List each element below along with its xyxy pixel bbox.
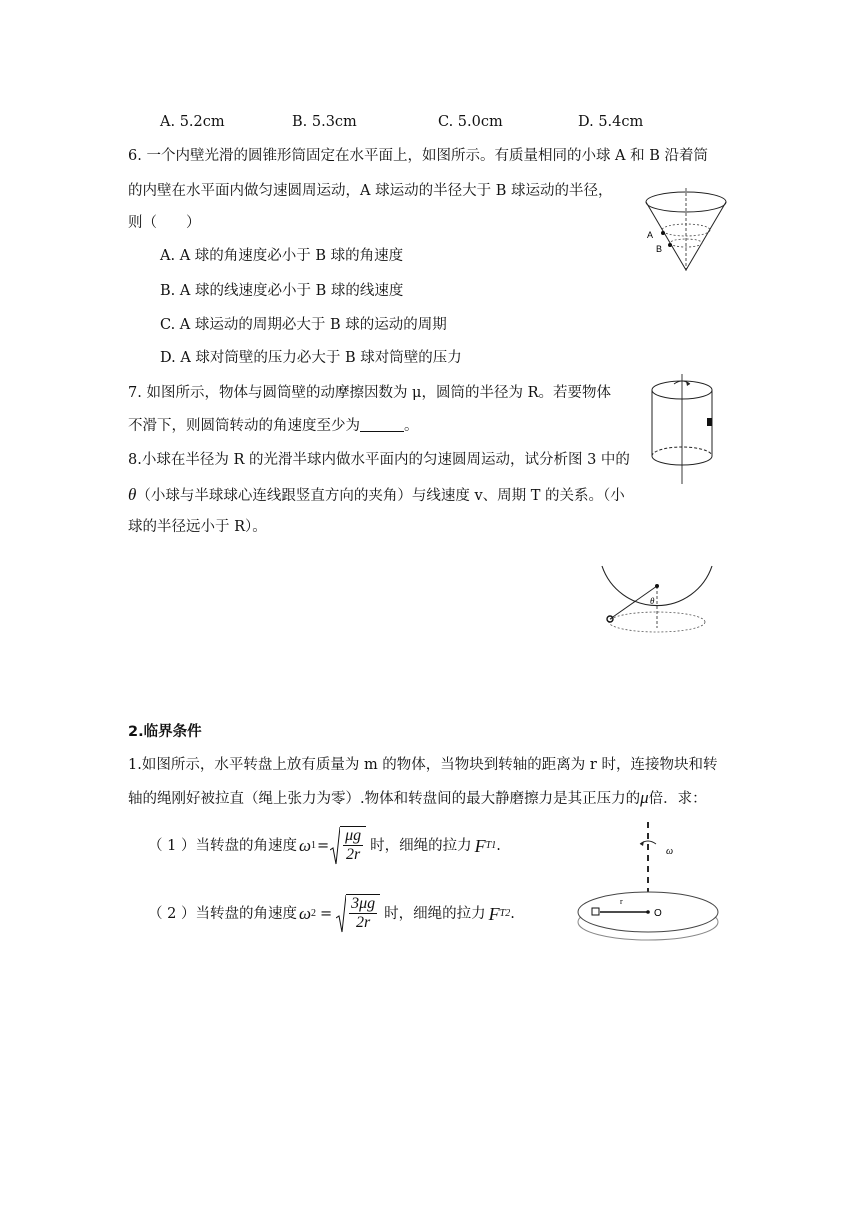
- section-heading: 2.临界条件: [128, 724, 202, 740]
- sub1-omega: ω: [298, 836, 311, 855]
- q6-text-line1: 6. 一个内壁光滑的圆锥形筒固定在水平面上，如图所示。有质量相同的小球 A 和 B 沿着筒: [128, 148, 709, 164]
- subquestion-1: [148, 824, 501, 868]
- q5-option-d: D. 5.4cm: [578, 114, 644, 130]
- sub2-denominator: 2r: [356, 914, 371, 931]
- q8-text-line2: [128, 485, 625, 506]
- sub2-omega-index: 2: [310, 908, 316, 919]
- sub2-end: .: [510, 906, 515, 922]
- mu-symbol: μ: [640, 788, 649, 807]
- q6-option-c: C. A 球运动的周期必大于 B 球的运动的周期: [160, 317, 447, 333]
- turntable-omega-label: ω: [666, 846, 674, 857]
- cylinder-figure: [648, 374, 722, 486]
- sqrt-sign-icon: [336, 894, 346, 934]
- hemisphere-theta-label: θ: [650, 596, 655, 606]
- q6-option-b: B. A 球的线速度必小于 B 球的线速度: [160, 283, 404, 299]
- sub1-text-pre: （ 1 ）当转盘的角速度: [148, 838, 297, 854]
- sub1-text-post: 时，细绳的拉力: [370, 838, 472, 854]
- sub2-omega: ω: [298, 904, 311, 923]
- q8-text-line3: 球的半径远小于 R）。: [128, 519, 267, 535]
- sub2-text-pre: （ 2 ）当转盘的角速度: [148, 906, 297, 922]
- sub1-sqrt: [330, 826, 366, 866]
- section2-text-line2: [128, 788, 707, 809]
- sub2-equals: =: [319, 906, 333, 922]
- sub2-force: F: [488, 904, 500, 924]
- q7-text-line2: [128, 416, 419, 436]
- q5-option-a: A. 5.2cm: [160, 114, 225, 130]
- q6-option-a: A. A 球的角速度必小于 B 球的角速度: [160, 248, 404, 264]
- sub1-force-subscript: T1: [485, 840, 497, 851]
- sqrt-sign-icon: [330, 826, 340, 866]
- sub1-omega-index: 1: [310, 840, 316, 851]
- q6-text-line3: 则（ ）: [128, 215, 201, 231]
- sub1-denominator: 2r: [346, 846, 361, 863]
- section2-text-line2-pre: 轴的绳刚好被拉直（绳上张力为零）.物体和转盘间的最大静磨擦力是其正压力的: [128, 791, 641, 807]
- sub2-text-post: 时，细绳的拉力: [384, 906, 486, 922]
- q8-text-line2-rest: （小球与半球球心连线跟竖直方向的夹角）与线速度 v、周期 T 的关系。（小: [136, 488, 625, 504]
- sub2-numerator: 3μg: [351, 895, 376, 912]
- sub2-sqrt: [336, 894, 380, 934]
- sub2-force-subscript: T2: [499, 908, 511, 919]
- q8-theta: θ: [128, 485, 137, 504]
- section2-text-line1: 1.如图所示，水平转盘上放有质量为 m 的物体，当物块到转轴的距离为 r 时，连接物块和转: [128, 757, 718, 773]
- hemisphere-figure: [594, 562, 720, 662]
- q5-option-b: B. 5.3cm: [292, 114, 357, 130]
- turntable-o-label: O: [654, 908, 662, 919]
- q7-text-post: 。: [404, 418, 419, 434]
- q8-text-line1: 8.小球在半径为 R 的光滑半球内做水平面内的匀速圆周运动，试分析图 3 中的: [128, 452, 630, 468]
- sub1-end: .: [496, 838, 501, 854]
- q5-option-c: C. 5.0cm: [438, 114, 503, 130]
- q7-text-line1: 7. 如图所示，物体与圆筒壁的动摩擦因数为 μ，圆筒的半径为 R。若要物体: [128, 385, 612, 401]
- q7-text-pre: 不滑下，则圆筒转动的角速度至少为: [128, 418, 360, 434]
- cone-label-a: A: [647, 230, 654, 240]
- cone-label-b: B: [656, 244, 663, 254]
- section2-text-line2-post: 倍．求：: [648, 791, 707, 807]
- cone-figure: [636, 188, 732, 276]
- sub1-equals: =: [316, 838, 330, 854]
- subquestion-2: [148, 892, 515, 936]
- sub1-force: F: [474, 836, 486, 856]
- q6-option-d: D. A 球对筒壁的压力必大于 B 球对筒壁的压力: [160, 350, 462, 366]
- q6-text-line2: 的内壁在水平面内做匀速圆周运动，A 球运动的半径大于 B 球运动的半径，: [128, 183, 613, 199]
- turntable-figure: [574, 822, 724, 946]
- turntable-r-label: r: [620, 897, 623, 906]
- q7-answer-blank: [360, 417, 404, 432]
- sub1-numerator: μg: [345, 827, 362, 844]
